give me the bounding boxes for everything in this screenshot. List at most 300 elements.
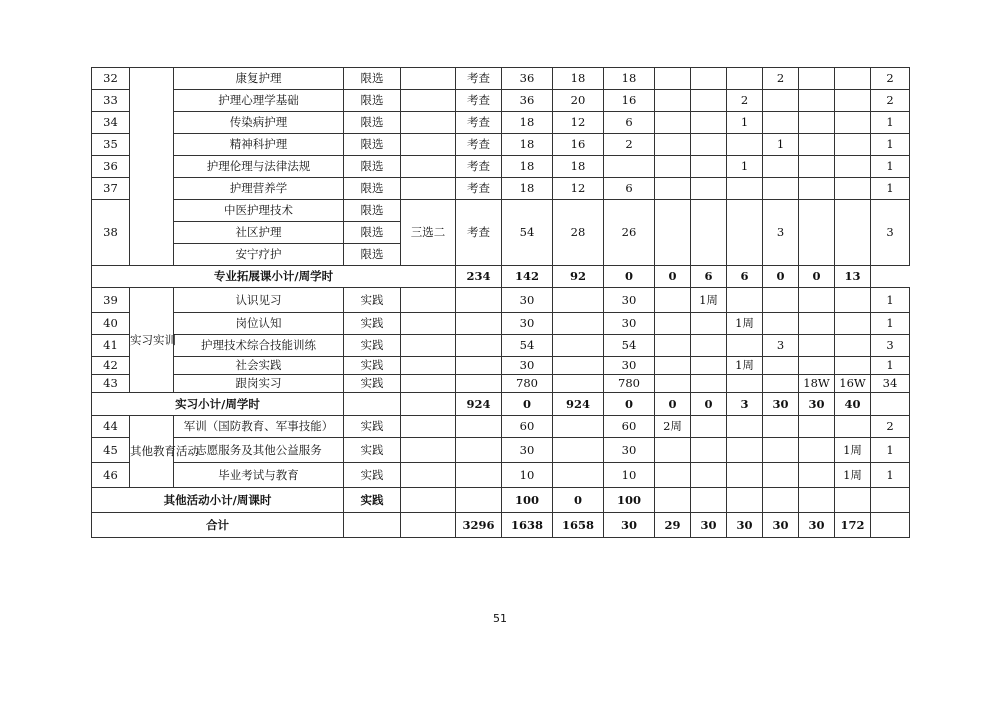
table-cell	[799, 178, 835, 200]
table-cell: 1	[763, 134, 799, 156]
table-cell: 专业拓展课小计/周学时	[92, 266, 456, 288]
table-cell	[691, 416, 727, 438]
table-cell	[655, 156, 691, 178]
table-cell	[456, 438, 502, 463]
table-cell: 0	[655, 393, 691, 416]
table-cell	[655, 375, 691, 393]
table-cell	[799, 68, 835, 90]
table-cell	[655, 335, 691, 357]
table-cell	[835, 90, 871, 112]
table-cell: 10	[604, 463, 655, 488]
table-cell: 28	[553, 200, 604, 266]
table-cell: 合计	[92, 513, 344, 538]
table-cell	[691, 200, 727, 266]
table-cell	[835, 416, 871, 438]
table-cell: 39	[92, 288, 130, 313]
table-cell	[691, 313, 727, 335]
table-cell: 毕业考试与教育	[174, 463, 344, 488]
table-cell: 1658	[553, 513, 604, 538]
table-cell: 社区护理	[174, 222, 344, 244]
table-cell: 1	[727, 112, 763, 134]
table-cell: 限选	[344, 244, 401, 266]
table-cell	[799, 112, 835, 134]
table-cell	[401, 90, 456, 112]
table-cell	[727, 288, 763, 313]
table-cell	[799, 463, 835, 488]
table-cell: 1	[871, 112, 910, 134]
table-cell: 30	[799, 513, 835, 538]
table-cell: 54	[502, 335, 553, 357]
table-cell	[799, 335, 835, 357]
page-number: 51	[493, 612, 507, 625]
table-cell	[763, 375, 799, 393]
table-cell	[727, 200, 763, 266]
table-cell	[456, 488, 502, 513]
table-cell: 780	[502, 375, 553, 393]
table-cell: 实践	[344, 357, 401, 375]
table-cell	[553, 438, 604, 463]
table-cell: 实习小计/周学时	[92, 393, 344, 416]
table-cell: 29	[655, 513, 691, 538]
table-cell	[401, 313, 456, 335]
table-cell	[401, 134, 456, 156]
table-row	[92, 266, 910, 288]
table-cell: 54	[502, 200, 553, 266]
table-cell: 1周	[727, 357, 763, 375]
table-cell	[553, 288, 604, 313]
table-cell	[799, 416, 835, 438]
table-cell: 3296	[456, 513, 502, 538]
table-cell: 30	[763, 513, 799, 538]
table-cell: 30	[502, 313, 553, 335]
table-cell: 安宁疗护	[174, 244, 344, 266]
table-cell	[691, 335, 727, 357]
table-cell: 40	[835, 393, 871, 416]
table-cell: 护理伦理与法律法规	[174, 156, 344, 178]
table-cell	[401, 68, 456, 90]
table-cell: 限选	[344, 178, 401, 200]
table-cell: 36	[502, 68, 553, 90]
table-cell	[655, 68, 691, 90]
table-cell: 18	[502, 156, 553, 178]
table-row	[92, 416, 910, 438]
table-cell: 实践	[344, 488, 401, 513]
table-cell	[727, 416, 763, 438]
table-cell: 限选	[344, 134, 401, 156]
table-row	[92, 200, 910, 222]
table-cell	[456, 335, 502, 357]
table-cell: 考查	[456, 178, 502, 200]
table-cell	[401, 416, 456, 438]
table-cell: 36	[502, 90, 553, 112]
table-cell: 54	[604, 335, 655, 357]
table-row	[92, 488, 910, 513]
table-cell: 1638	[502, 513, 553, 538]
table-cell	[727, 335, 763, 357]
table-cell: 30	[502, 357, 553, 375]
table-cell	[691, 375, 727, 393]
table-cell: 16	[604, 90, 655, 112]
table-row	[92, 134, 910, 156]
table-cell: 142	[502, 266, 553, 288]
table-cell: 0	[502, 393, 553, 416]
table-cell: 限选	[344, 200, 401, 222]
table-cell	[553, 357, 604, 375]
table-cell: 0	[604, 393, 655, 416]
table-cell: 0	[763, 266, 799, 288]
table-cell: 社会实践	[174, 357, 344, 375]
table-cell	[763, 288, 799, 313]
table-cell: 18W	[799, 375, 835, 393]
table-cell: 16	[553, 134, 604, 156]
table-cell: 30	[604, 438, 655, 463]
table-cell	[401, 488, 456, 513]
table-cell	[401, 335, 456, 357]
table-cell	[691, 178, 727, 200]
table-row	[92, 178, 910, 200]
table-cell	[553, 335, 604, 357]
table-cell	[799, 200, 835, 266]
table-cell	[655, 200, 691, 266]
table-cell	[655, 112, 691, 134]
table-cell: 限选	[344, 68, 401, 90]
table-cell	[553, 416, 604, 438]
table-cell	[799, 288, 835, 313]
table-cell	[763, 156, 799, 178]
table-cell: 35	[92, 134, 130, 156]
table-cell: 1	[871, 313, 910, 335]
table-cell: 100	[604, 488, 655, 513]
table-cell: 6	[604, 112, 655, 134]
table-cell: 1周	[835, 438, 871, 463]
table-cell: 其他活动小计/周课时	[92, 488, 344, 513]
table-cell: 志愿服务及其他公益服务	[174, 438, 344, 463]
table-cell	[727, 134, 763, 156]
table-cell	[655, 488, 691, 513]
table-cell: 46	[92, 463, 130, 488]
table-cell	[835, 313, 871, 335]
table-cell: 234	[456, 266, 502, 288]
table-cell: 实践	[344, 416, 401, 438]
table-cell: 36	[92, 156, 130, 178]
table-cell: 实践	[344, 438, 401, 463]
table-cell	[763, 178, 799, 200]
table-cell	[401, 357, 456, 375]
table-cell: 30	[502, 438, 553, 463]
table-cell: 实践	[344, 463, 401, 488]
table-cell: 实践	[344, 288, 401, 313]
table-cell: 37	[92, 178, 130, 200]
table-cell	[456, 416, 502, 438]
table-cell: 30	[799, 393, 835, 416]
table-cell: 1	[871, 156, 910, 178]
table-cell	[691, 134, 727, 156]
table-cell	[691, 357, 727, 375]
table-row	[92, 463, 910, 488]
table-cell: 1	[871, 438, 910, 463]
table-cell	[763, 357, 799, 375]
table-cell	[553, 375, 604, 393]
table-cell: 40	[92, 313, 130, 335]
table-cell	[655, 288, 691, 313]
table-cell: 1	[871, 357, 910, 375]
table-row	[92, 156, 910, 178]
table-cell	[401, 513, 456, 538]
table-cell: 考查	[456, 90, 502, 112]
table-cell	[655, 178, 691, 200]
table-cell: 传染病护理	[174, 112, 344, 134]
table-cell: 0	[655, 266, 691, 288]
table-cell: 实践	[344, 375, 401, 393]
table-cell: 2	[727, 90, 763, 112]
table-cell: 30	[604, 357, 655, 375]
table-row	[92, 393, 910, 416]
table-cell	[763, 90, 799, 112]
table-cell: 0	[604, 266, 655, 288]
table-cell	[835, 112, 871, 134]
table-cell: 1周	[691, 288, 727, 313]
table-cell: 2	[871, 90, 910, 112]
table-cell: 0	[691, 393, 727, 416]
table-cell	[799, 488, 835, 513]
table-cell	[401, 393, 456, 416]
table-cell: 34	[92, 112, 130, 134]
table-cell	[691, 90, 727, 112]
table-cell	[456, 313, 502, 335]
table-cell: 30	[502, 288, 553, 313]
table-cell	[763, 313, 799, 335]
table-cell	[655, 438, 691, 463]
table-cell: 1	[871, 288, 910, 313]
table-cell: 780	[604, 375, 655, 393]
table-cell	[799, 313, 835, 335]
table-cell	[871, 393, 910, 416]
table-row	[92, 90, 910, 112]
table-cell: 限选	[344, 222, 401, 244]
table-cell: 18	[502, 178, 553, 200]
table-row	[92, 313, 910, 335]
table-cell: 其他教育活动	[130, 416, 174, 488]
table-cell: 1周	[727, 313, 763, 335]
table-cell	[691, 438, 727, 463]
table-cell	[456, 463, 502, 488]
table-cell	[763, 416, 799, 438]
table-cell	[604, 156, 655, 178]
table-cell: 12	[553, 178, 604, 200]
table-cell	[344, 393, 401, 416]
table-cell	[835, 357, 871, 375]
table-cell: 跟岗实习	[174, 375, 344, 393]
table-cell: 30	[604, 288, 655, 313]
table-cell: 924	[553, 393, 604, 416]
table-cell	[553, 463, 604, 488]
table-cell: 30	[727, 513, 763, 538]
table-cell	[401, 156, 456, 178]
table-cell	[727, 375, 763, 393]
table-cell: 1	[871, 178, 910, 200]
table-cell	[799, 134, 835, 156]
table-cell	[655, 357, 691, 375]
table-row	[92, 357, 910, 375]
table-cell: 41	[92, 335, 130, 357]
table-cell: 18	[553, 156, 604, 178]
table-cell: 2	[604, 134, 655, 156]
table-cell	[871, 513, 910, 538]
table-cell: 护理心理学基础	[174, 90, 344, 112]
table-cell: 18	[604, 68, 655, 90]
table-cell	[655, 463, 691, 488]
table-cell: 考查	[456, 200, 502, 266]
table-cell	[655, 90, 691, 112]
table-cell: 0	[799, 266, 835, 288]
table-cell: 30	[763, 393, 799, 416]
table-cell: 172	[835, 513, 871, 538]
table-cell	[691, 68, 727, 90]
table-cell	[553, 313, 604, 335]
table-cell	[835, 335, 871, 357]
table-cell	[835, 488, 871, 513]
table-cell: 18	[553, 68, 604, 90]
table-cell: 6	[691, 266, 727, 288]
table-cell	[691, 112, 727, 134]
table-cell	[835, 200, 871, 266]
table-cell: 32	[92, 68, 130, 90]
table-cell: 2	[763, 68, 799, 90]
table-cell	[727, 438, 763, 463]
table-cell: 60	[604, 416, 655, 438]
table-cell: 实践	[344, 335, 401, 357]
table-cell: 44	[92, 416, 130, 438]
table-cell: 限选	[344, 90, 401, 112]
table-cell: 13	[835, 266, 871, 288]
table-cell: 2	[871, 416, 910, 438]
table-cell	[456, 375, 502, 393]
table-cell	[691, 463, 727, 488]
table-cell: 中医护理技术	[174, 200, 344, 222]
table-cell: 实习实训	[130, 288, 174, 393]
table-row	[92, 112, 910, 134]
table-cell: 考查	[456, 156, 502, 178]
table-cell: 2	[871, 68, 910, 90]
table-cell	[401, 178, 456, 200]
table-cell: 护理营养学	[174, 178, 344, 200]
table-cell	[727, 178, 763, 200]
table-cell	[835, 134, 871, 156]
table-row	[92, 375, 910, 393]
table-cell: 实践	[344, 313, 401, 335]
table-cell	[763, 488, 799, 513]
table-cell	[401, 463, 456, 488]
table-cell: 考查	[456, 134, 502, 156]
table-cell: 6	[604, 178, 655, 200]
table-cell	[655, 313, 691, 335]
table-cell: 10	[502, 463, 553, 488]
table-cell: 18	[502, 112, 553, 134]
table-cell: 军训（国防教育、军事技能）	[174, 416, 344, 438]
table-cell: 认识见习	[174, 288, 344, 313]
table-cell	[871, 488, 910, 513]
table-cell	[456, 288, 502, 313]
table-cell	[691, 488, 727, 513]
table-cell: 924	[456, 393, 502, 416]
table-cell: 3	[763, 335, 799, 357]
table-cell: 精神科护理	[174, 134, 344, 156]
course-schedule-table	[91, 67, 910, 538]
table-cell	[799, 438, 835, 463]
table-cell: 护理技术综合技能训练	[174, 335, 344, 357]
table-cell: 38	[92, 200, 130, 266]
table-cell	[835, 156, 871, 178]
table-cell: 考查	[456, 112, 502, 134]
table-cell: 1周	[835, 463, 871, 488]
table-cell: 42	[92, 357, 130, 375]
table-cell: 1	[871, 134, 910, 156]
table-row	[92, 68, 910, 90]
table-cell: 限选	[344, 112, 401, 134]
table-cell: 100	[502, 488, 553, 513]
table-cell	[799, 90, 835, 112]
table-cell: 3	[763, 200, 799, 266]
table-cell	[799, 156, 835, 178]
table-cell: 43	[92, 375, 130, 393]
table-cell: 45	[92, 438, 130, 463]
table-cell: 34	[871, 375, 910, 393]
table-cell	[456, 357, 502, 375]
table-row	[92, 513, 910, 538]
table-cell	[835, 68, 871, 90]
table-cell: 16W	[835, 375, 871, 393]
table-cell: 0	[553, 488, 604, 513]
table-cell	[727, 488, 763, 513]
table-cell: 1	[871, 463, 910, 488]
table-cell: 33	[92, 90, 130, 112]
table-cell	[401, 112, 456, 134]
table-cell: 三选二	[401, 200, 456, 266]
table-row	[92, 438, 910, 463]
table-cell: 3	[871, 335, 910, 357]
table-cell: 6	[727, 266, 763, 288]
table-cell	[763, 112, 799, 134]
table-row	[92, 288, 910, 313]
table-cell: 3	[727, 393, 763, 416]
table-cell: 岗位认知	[174, 313, 344, 335]
table-cell: 26	[604, 200, 655, 266]
table-cell: 3	[871, 200, 910, 266]
table-cell: 12	[553, 112, 604, 134]
table-cell	[691, 156, 727, 178]
table-cell: 18	[502, 134, 553, 156]
table-cell: 92	[553, 266, 604, 288]
table-cell	[401, 288, 456, 313]
table-cell: 30	[691, 513, 727, 538]
table-cell	[727, 68, 763, 90]
table-cell: 考查	[456, 68, 502, 90]
table-cell: 30	[604, 513, 655, 538]
table-cell: 1	[727, 156, 763, 178]
table-cell	[130, 68, 174, 266]
table-cell: 30	[604, 313, 655, 335]
table-cell: 限选	[344, 156, 401, 178]
table-cell	[344, 513, 401, 538]
table-cell	[401, 375, 456, 393]
table-cell	[401, 438, 456, 463]
table-row	[92, 335, 910, 357]
table-cell	[727, 463, 763, 488]
table-cell	[763, 463, 799, 488]
table-cell	[835, 288, 871, 313]
table-cell	[835, 178, 871, 200]
table-cell: 2周	[655, 416, 691, 438]
